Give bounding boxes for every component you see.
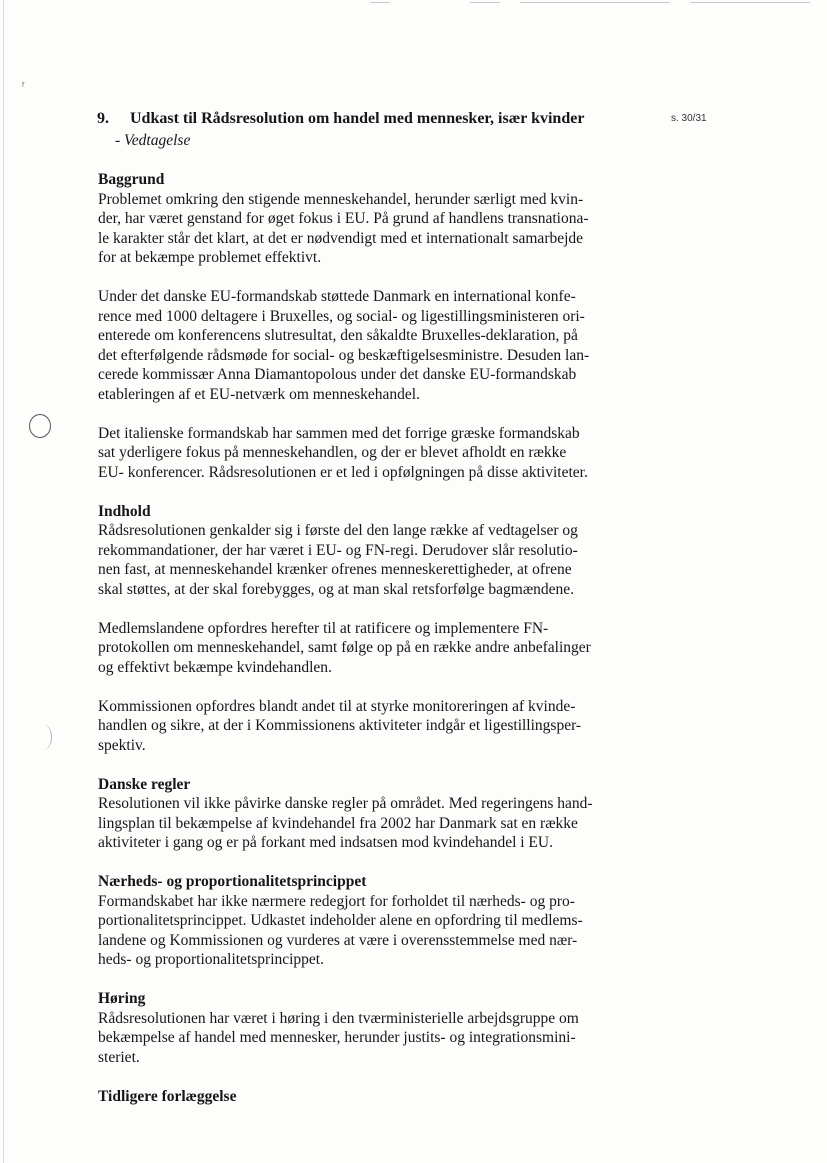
- text-line: protokollen om menneskehandel, samt følge op på en række andre anbefalinger: [98, 639, 591, 656]
- scan-top-mark: [690, 2, 810, 3]
- paragraph: [98, 1009, 634, 1068]
- scan-edge-line: [3, 0, 4, 1163]
- paragraph: [98, 424, 634, 483]
- agenda-item-number: 9.: [97, 110, 109, 127]
- text-line: handlen og sikre, at der i Kommissionens aktiviteter indgår et ligestillingsper-: [98, 717, 582, 734]
- text-line: rekommandationer, der har været i EU- og FN-regi. Derudover slår resolutio-: [98, 541, 578, 559]
- text-line: le karakter står det klart, at det er nødvendigt med et internationalt samarbejde: [98, 229, 584, 247]
- agenda-item-heading: [97, 109, 584, 129]
- text-line: EU- konferencer. Rådsresolutionen er et led i opfølgningen på disse aktiviteter.: [98, 463, 588, 481]
- text-line: sat yderligere fokus på menneskehandlen, og der er blevet afholdt en række: [98, 444, 567, 461]
- text-line: og effektivt bekæmpe kvindehandlen.: [98, 658, 332, 676]
- text-line: skal støttes, at der skal forebygges, og at man skal retsforfølge bagmændene.: [98, 580, 575, 598]
- text-line: enterede om konferencens slutresultat, den såkaldte Bruxelles-deklaration, på: [98, 327, 578, 344]
- text-line: Det italienske formandskab har sammen med det forrige græske formandskab: [98, 424, 580, 442]
- text-line: Problemet omkring den stigende menneskehandel, herunder særligt med kvin-: [98, 190, 584, 208]
- scan-tick-mark: ʳ: [22, 80, 25, 92]
- text-line: Kommissionen opfordres blandt andet til at styrke monitoreringen af kvinde-: [98, 697, 576, 715]
- scan-top-mark: [370, 2, 390, 3]
- document-body: [98, 170, 634, 1106]
- section-heading: Tidligere forlæggelse: [98, 1087, 237, 1105]
- section-heading: Indhold: [98, 502, 151, 520]
- text-line: bekæmpelse af handel med mennesker, herunder justits- og integrationsmini-: [98, 1029, 576, 1046]
- text-line: det efterfølgende rådsmøde for social- og beskæftigelsesministre. Desuden lan-: [98, 346, 590, 364]
- text-line: rence med 1000 deltagere i Bruxelles, og social- og ligestillingsministeren ori-: [98, 307, 585, 325]
- paragraph: [98, 190, 634, 268]
- text-line: etableringen af et EU-netværk om menneskehandel.: [98, 385, 420, 403]
- text-line: nen fast, at menneskehandel krænker ofrenes menneskerettigheder, at ofrene: [98, 561, 572, 578]
- section-heading: Danske regler: [98, 775, 191, 793]
- section-heading: Høring: [98, 990, 146, 1007]
- paragraph: [98, 287, 634, 404]
- text-line: aktiviteter i gang og er på forkant med indsatsen mod kvindehandel i EU.: [98, 834, 553, 851]
- paragraph: [98, 794, 634, 853]
- section-heading: Baggrund: [98, 171, 165, 188]
- text-line: Under det danske EU-formandskab støttede Danmark en international konfe-: [98, 288, 576, 305]
- section-heading: Nærheds- og proportionalitetsprincippet: [98, 873, 367, 890]
- text-line: landene og Kommissionen og vurderes at være i overensstemmelse med nær-: [98, 931, 578, 949]
- paragraph: [98, 892, 634, 970]
- punch-hole-faint-icon: [34, 724, 52, 750]
- paragraph: [98, 697, 634, 756]
- scan-top-mark: [470, 2, 500, 3]
- page-reference: s. 30/31: [671, 113, 707, 124]
- text-line: heds- og proportionalitetsprincippet.: [98, 951, 324, 968]
- text-line: spektiv.: [98, 736, 146, 754]
- text-line: Resolutionen vil ikke påvirke danske regler på området. Med regeringens hand-: [98, 795, 593, 812]
- text-line: Rådsresolutionen har været i høring i den tværministerielle arbejdsgruppe om: [98, 1009, 579, 1027]
- agenda-item-subtitle: - Vedtagelse: [115, 132, 191, 149]
- text-line: Rådsresolutionen genkalder sig i første del den lange række af vedtagelser og: [98, 522, 578, 539]
- text-line: Medlemslandene opfordres herefter til at ratificere og implementere FN-: [98, 619, 549, 637]
- agenda-item-title: Udkast til Rådsresolution om handel med mennesker, især kvinder: [130, 110, 585, 127]
- text-line: cerede kommissær Anna Diamantopolous under det danske EU-formandskab: [98, 366, 577, 383]
- text-line: der, har været genstand for øget fokus i EU. På grund af handlens transnationa-: [98, 210, 589, 227]
- paragraph: [98, 619, 634, 678]
- scan-top-mark: [520, 2, 670, 3]
- paragraph: [98, 521, 634, 599]
- text-line: lingsplan til bekæmpelse af kvindehandel fra 2002 har Danmark sat en række: [98, 814, 578, 832]
- text-line: portionalitetsprincippet. Udkastet indeholder alene en opfordring til medlems-: [98, 912, 583, 929]
- punch-hole-icon: [29, 414, 51, 438]
- text-line: for at bekæmpe problemet effektivt.: [98, 249, 322, 266]
- text-line: Formandskabet har ikke nærmere redegjort for forholdet til nærheds- og pro-: [98, 892, 575, 910]
- text-line: steriet.: [98, 1048, 140, 1066]
